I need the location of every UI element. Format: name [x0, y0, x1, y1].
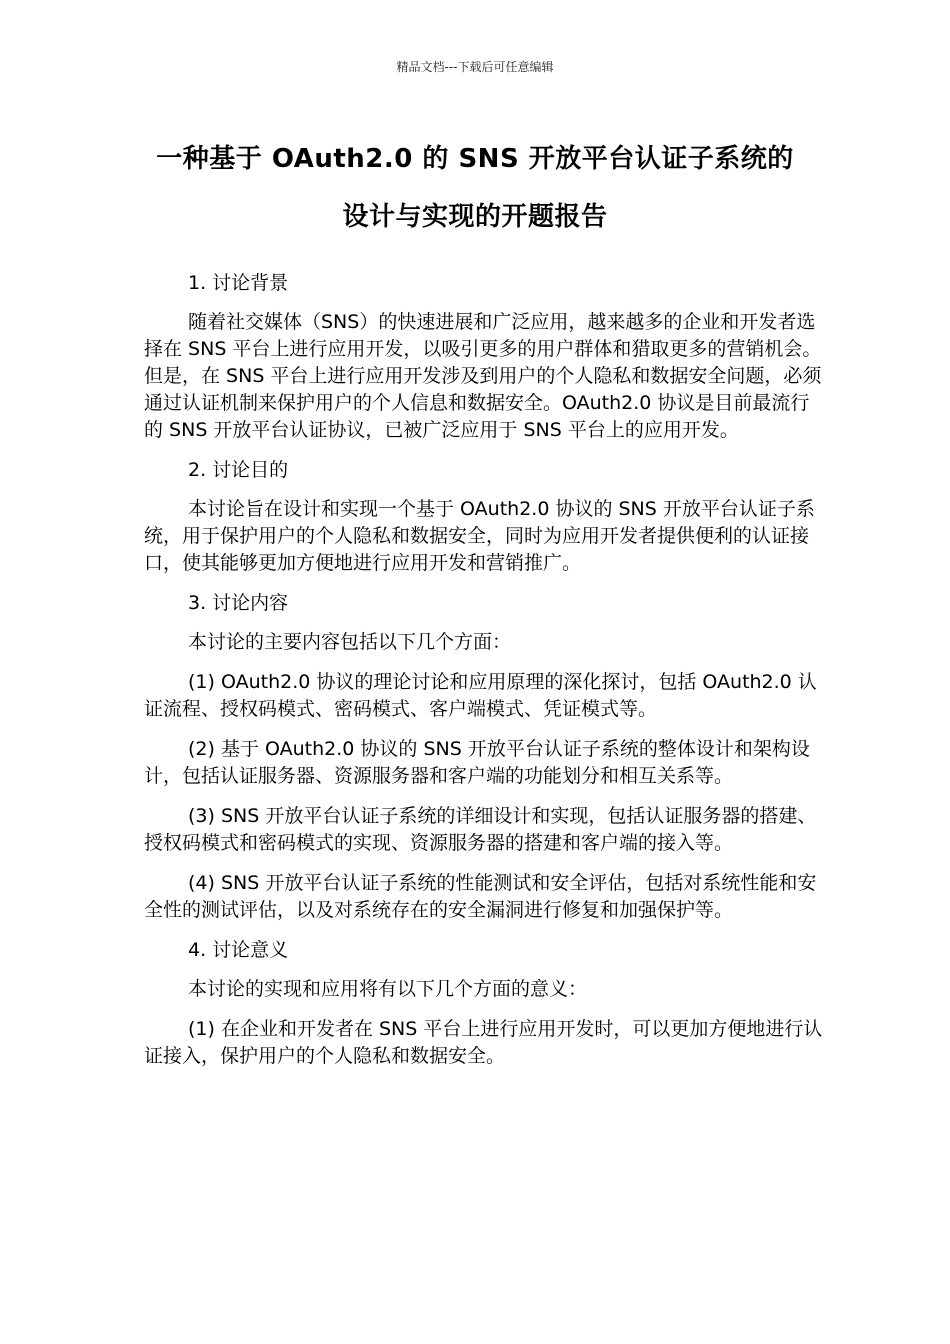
document-title-line-2: 设计与实现的开题报告 [342, 202, 608, 232]
paragraph-content-item-3: (3) SNS 开放平台认证子系统的详细设计和实现，包括认证服务器的搭建、授权码模式和密码模式的实现、资源服务器的搭建和客户端的接入等。 [144, 805, 817, 854]
document-title-line-1: 一种基于 OAuth2.0 的 SNS 开放平台认证子系统的 [156, 144, 794, 174]
section-heading-content: 3. 讨论内容 [188, 592, 289, 614]
paragraph-content-item-2: (2) 基于 OAuth2.0 协议的 SNS 开放平台认证子系统的整体设计和架构设计，包括认证服务器、资源服务器和客户端的功能划分和相互关系等。 [144, 738, 810, 787]
section-heading-purpose: 2. 讨论目的 [188, 459, 289, 481]
document-body [144, 270, 824, 1083]
paragraph-content-intro: 本讨论的主要内容包括以下几个方面： [188, 631, 512, 653]
paragraph-background: 随着社交媒体（SNS）的快速进展和广泛应用，越来越多的企业和开发者选择在 SNS 平台上进行应用开发，以吸引更多的用户群体和猎取更多的营销机会。但是，在 SNS 平台上进行应用开发涉及到用户的个人隐私和数据安全问题，必须通过认证机制来保护用户的个人信息和数据安全。OAuth2.0 协议是目前最流行的 SNS 开放平台认证协议，已被广泛应用于 SNS 平台上的应用开发。 [144, 311, 822, 441]
paragraph-purpose: 本讨论旨在设计和实现一个基于 OAuth2.0 协议的 SNS 开放平台认证子系统，用于保护用户的个人隐私和数据安全，同时为应用开发者提供便利的认证接口，使其能够更加方便地进行应用开发和营销推广。 [144, 498, 815, 574]
paragraph-significance-intro: 本讨论的实现和应用将有以下几个方面的意义： [188, 978, 588, 1000]
paragraph-content-item-1: (1) OAuth2.0 协议的理论讨论和应用原理的深化探讨，包括 OAuth2.0 认证流程、授权码模式、密码模式、客户端模式、凭证模式等。 [144, 671, 817, 720]
section-heading-significance: 4. 讨论意义 [188, 939, 289, 961]
section-heading-background: 1. 讨论背景 [188, 272, 289, 294]
paragraph-content-item-4: (4) SNS 开放平台认证子系统的性能测试和安全评估，包括对系统性能和安全性的测试评估，以及对系统存在的安全漏洞进行修复和加强保护等。 [144, 872, 817, 921]
paragraph-significance-item-1: (1) 在企业和开发者在 SNS 平台上进行应用开发时，可以更加方便地进行认证接入，保护用户的个人隐私和数据安全。 [144, 1018, 823, 1067]
header-note: 精品文档---下载后可任意编辑 [396, 60, 554, 74]
